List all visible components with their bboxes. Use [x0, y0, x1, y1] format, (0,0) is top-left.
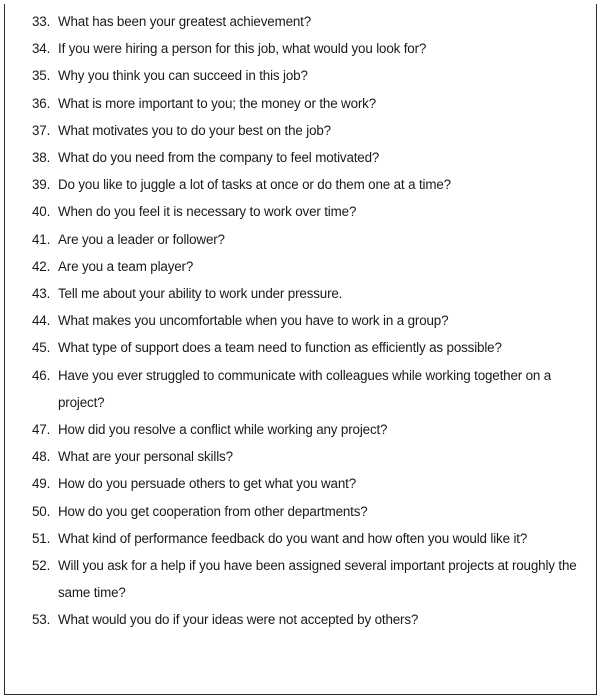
question-text: What do you need from the company to feel motivated? — [58, 150, 380, 166]
question-number: 48. — [32, 449, 51, 465]
question-text: How do you get cooperation from other departments? — [58, 503, 368, 519]
question-item — [0, 35, 601, 62]
question-text: What is more important to you; the money or the work? — [58, 95, 377, 111]
question-number: 43. — [32, 286, 51, 302]
question-text: Are you a team player? — [58, 258, 194, 274]
question-item — [0, 280, 601, 307]
question-number: 53. — [32, 612, 51, 628]
question-text: What has been your greatest achievement? — [58, 14, 312, 29]
question-number: 49. — [32, 476, 51, 492]
question-item — [0, 606, 601, 633]
question-number: 34. — [32, 41, 51, 57]
question-text: What would you do if your ideas were not accepted by others? — [58, 612, 419, 628]
question-text: Are you a leader or follower? — [58, 231, 225, 247]
question-item — [0, 90, 601, 117]
question-number: 40. — [32, 204, 51, 220]
question-number: 44. — [32, 313, 51, 329]
question-number: 33. — [32, 14, 51, 29]
question-item — [0, 253, 601, 280]
question-text: How do you persuade others to get what you want? — [58, 476, 356, 492]
question-item — [0, 226, 601, 253]
question-text: What type of support does a team need to function as efficiently as possible? — [58, 340, 502, 356]
question-item — [0, 470, 601, 497]
question-number: 36. — [32, 95, 51, 111]
question-number: 50. — [32, 503, 51, 519]
question-item — [0, 362, 601, 416]
question-item — [0, 525, 601, 552]
question-number: 35. — [32, 68, 51, 84]
question-item — [0, 498, 601, 525]
question-text: What are your personal skills? — [58, 449, 233, 465]
question-text: What makes you uncomfortable when you have to work in a group? — [58, 313, 449, 329]
question-text: Will you ask for a help if you have been assigned several important projects at roughly the same time? — [58, 558, 577, 601]
question-text: If you were hiring a person for this job, what would you look for? — [58, 41, 427, 57]
question-number: 41. — [32, 231, 51, 247]
question-number: 42. — [32, 258, 51, 274]
question-number: 39. — [32, 177, 51, 193]
question-item — [0, 552, 601, 606]
question-item — [0, 334, 601, 361]
question-number: 38. — [32, 150, 51, 166]
question-item — [0, 144, 601, 171]
question-number: 37. — [32, 122, 51, 138]
question-item — [0, 117, 601, 144]
question-text: When do you feel it is necessary to work over time? — [58, 204, 357, 220]
question-number: 46. — [32, 367, 51, 383]
question-text: Do you like to juggle a lot of tasks at once or do them one at a time? — [58, 177, 451, 193]
question-item — [0, 307, 601, 334]
question-text: Have you ever struggled to communicate with colleagues while working together on a project? — [58, 367, 552, 410]
question-number: 51. — [32, 530, 51, 546]
question-text: How did you resolve a conflict while working any project? — [58, 422, 388, 438]
question-item — [0, 198, 601, 225]
question-text: What kind of performance feedback do you want and how often you would like it? — [58, 530, 528, 546]
question-text: What motivates you to do your best on the job? — [58, 122, 331, 138]
question-item — [0, 443, 601, 470]
question-item — [0, 62, 601, 89]
question-number: 45. — [32, 340, 51, 356]
question-text: Tell me about your ability to work under pressure. — [58, 286, 343, 302]
question-item — [0, 8, 601, 35]
question-number: 52. — [32, 558, 51, 574]
question-number: 47. — [32, 422, 51, 438]
question-item — [0, 171, 601, 198]
question-text: Why you think you can succeed in this job? — [58, 68, 308, 84]
question-list — [0, 8, 601, 634]
question-item — [0, 416, 601, 443]
